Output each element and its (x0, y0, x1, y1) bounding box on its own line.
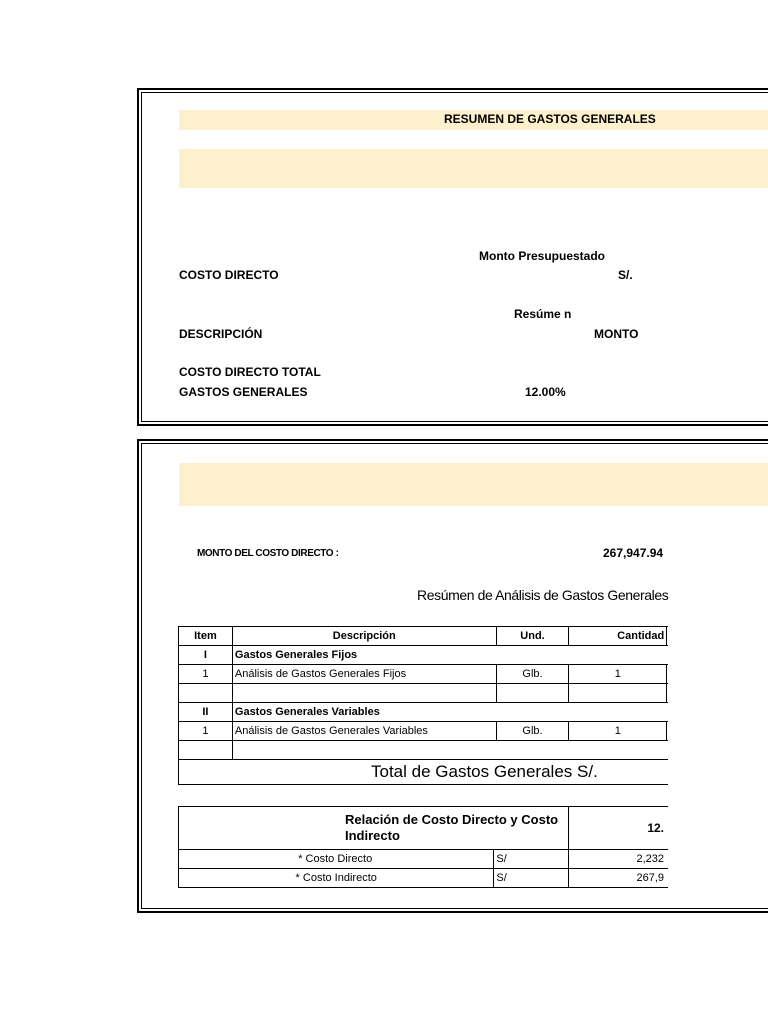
row-und: Glb. (496, 665, 569, 684)
costo-indirecto-value: 267,9 (569, 869, 668, 888)
table-header-row (179, 627, 669, 646)
currency-label: S/. (618, 268, 633, 282)
gastos-generales-pct: 12.00% (525, 385, 566, 399)
table-row (179, 722, 669, 741)
monto-label: MONTO (594, 327, 639, 341)
table-row (179, 684, 669, 703)
costo-directo-currency: S/ (494, 850, 569, 869)
costo-directo-label: * Costo Directo (179, 850, 494, 869)
bottom-band (179, 463, 768, 506)
table-row (179, 646, 669, 665)
relacion-table-wrap (178, 806, 668, 888)
relacion-title-line2: Indirecto (345, 828, 400, 843)
header-item: Item (179, 627, 233, 646)
relacion-table (178, 806, 668, 888)
row-item: 1 (179, 722, 233, 741)
gastos-table (178, 626, 668, 785)
section-item: I (179, 646, 233, 665)
costo-indirecto-label: * Costo Indirecto (179, 869, 494, 888)
section-item: II (179, 703, 233, 722)
descripcion-label: DESCRIPCIÓN (179, 327, 263, 341)
row-item: 1 (179, 665, 233, 684)
subtitle-band (179, 149, 768, 188)
table-row (179, 850, 669, 869)
section-label: Gastos Generales Variables (232, 703, 668, 722)
monto-costo-directo-label: MONTO DEL COSTO DIRECTO : (197, 548, 339, 559)
header-und: Und. (496, 627, 569, 646)
section-label: Gastos Generales Fijos (232, 646, 668, 665)
row-cant: 1 (569, 665, 667, 684)
costo-indirecto-currency: S/ (494, 869, 569, 888)
gastos-table-wrap (178, 626, 668, 790)
header-cantidad: Cantidad (569, 627, 667, 646)
relacion-title-line1: Relación de Costo Directo y Costo (345, 812, 559, 827)
resumen-analisis-title: Resúmen de Análisis de Gastos Generales (417, 587, 669, 603)
total-label: Total de Gastos Generales S/. (179, 760, 669, 785)
costo-directo-value: 2,232 (569, 850, 668, 869)
page-title: RESUMEN DE GASTOS GENERALES (444, 112, 656, 126)
monto-costo-directo-value: 267,947.94 (603, 546, 664, 560)
total-row (179, 760, 669, 785)
monto-presupuestado-label: Monto Presupuestado (479, 249, 606, 263)
row-desc: Análisis de Gastos Generales Fijos (232, 665, 496, 684)
table-row (179, 869, 669, 888)
table-row (179, 741, 669, 760)
gastos-generales-label: GASTOS GENERALES (179, 385, 308, 399)
table-row (179, 703, 669, 722)
resumen-label: Resúme n (514, 307, 572, 321)
header-descripcion: Descripción (232, 627, 496, 646)
row-und: Glb. (496, 722, 569, 741)
relacion-pct: 12. (569, 807, 668, 850)
row-cant: 1 (569, 722, 667, 741)
costo-directo-label: COSTO DIRECTO (179, 268, 279, 282)
costo-directo-total-label: COSTO DIRECTO TOTAL (179, 365, 321, 379)
table-row (179, 665, 669, 684)
relacion-header-row (179, 807, 669, 850)
row-desc: Análisis de Gastos Generales Variables (232, 722, 496, 741)
